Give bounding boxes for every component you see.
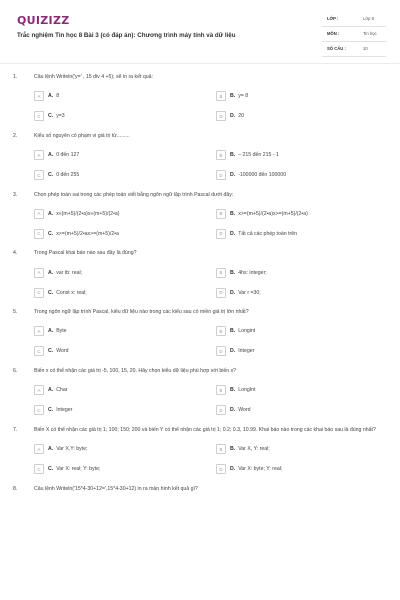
- option-text: Tất cả các phép toán trên: [238, 230, 298, 237]
- answer-option[interactable]: [34, 404, 216, 417]
- answer-option[interactable]: [216, 169, 390, 182]
- option-text: y=3: [56, 113, 65, 120]
- answer-option[interactable]: [216, 110, 390, 123]
- option-label: C.: [48, 172, 54, 179]
- option-text: Integer: [238, 348, 255, 355]
- question-item: [0, 133, 400, 182]
- answer-option[interactable]: [216, 443, 390, 456]
- option-label: A.: [48, 446, 54, 453]
- option-text: Word: [56, 348, 69, 355]
- option-text: Var X: byte; Y: real;: [238, 466, 283, 473]
- option-letter-box: B: [216, 268, 226, 278]
- option-letter-box: C: [34, 346, 44, 356]
- question-text: Chọn phép toán sai trong các phép toán viết bằng ngôn ngữ lập trình Pascal dưới đây:: [34, 191, 234, 198]
- meta-row-class: [322, 12, 386, 27]
- answer-option[interactable]: [216, 345, 390, 358]
- question-text: Trong Pascal khai báo nào sau đây là đúng?: [34, 250, 137, 257]
- option-text: LongInt: [238, 387, 256, 394]
- answer-option[interactable]: [34, 345, 216, 358]
- answer-options: [34, 443, 390, 476]
- option-text: x«(m+5)/(2•a)x«(m+5)/(2•a): [56, 210, 120, 217]
- meta-label: SỐ CÂU :: [327, 46, 346, 51]
- option-label: B.: [230, 93, 236, 100]
- answer-options: [34, 266, 390, 299]
- option-label: C.: [48, 230, 54, 237]
- option-text: 0 đến 127: [56, 152, 80, 159]
- meta-label: MÔN :: [327, 31, 340, 36]
- option-text: Var X, Y: real;: [238, 446, 270, 453]
- question-number: 5.: [13, 309, 18, 316]
- question-number: 7.: [13, 426, 18, 433]
- answer-option[interactable]: [216, 207, 390, 220]
- answer-option[interactable]: [216, 227, 390, 240]
- option-letter-box: B: [216, 385, 226, 395]
- option-label: D.: [230, 348, 236, 355]
- question-text: Câu lệnh Writeln('y=' , 15 div 4 +5); sẽ in ra kết quả:: [34, 74, 153, 80]
- option-letter-box: D: [216, 405, 226, 415]
- answer-option[interactable]: [216, 404, 390, 417]
- answer-option[interactable]: [34, 463, 216, 476]
- answer-option[interactable]: [216, 286, 390, 299]
- question-text: Câu lệnh Writeln('15*4-30+12=',15*4-30+12) in ra màn hình kết quả gì?: [34, 485, 198, 492]
- answer-option[interactable]: [34, 90, 216, 103]
- option-label: C.: [48, 289, 54, 296]
- question-item: [0, 427, 400, 476]
- question-item: [0, 486, 400, 494]
- option-letter-box: D: [216, 288, 226, 298]
- option-letter-box: C: [34, 229, 44, 239]
- meta-value: Tin học: [363, 31, 377, 36]
- option-label: A.: [48, 269, 54, 276]
- answer-option[interactable]: [34, 110, 216, 123]
- option-letter-box: A: [34, 326, 44, 336]
- answer-option[interactable]: [34, 266, 216, 279]
- header-divider: [0, 63, 400, 64]
- question-list: [0, 74, 400, 503]
- option-label: B.: [230, 210, 236, 217]
- option-letter-box: B: [216, 326, 226, 336]
- option-text: – 215 đến 215 - 1: [238, 152, 279, 159]
- answer-options: [34, 149, 390, 182]
- option-text: 20: [238, 113, 244, 120]
- question-number: 8.: [13, 485, 18, 492]
- answer-options: [34, 207, 390, 240]
- option-letter-box: A: [34, 444, 44, 454]
- question-number: 2.: [13, 132, 18, 139]
- question-item: [0, 309, 400, 358]
- option-label: D.: [230, 113, 236, 120]
- option-text: var tb: real;: [56, 269, 83, 276]
- option-letter-box: D: [216, 464, 226, 474]
- option-letter-box: A: [34, 91, 44, 101]
- option-letter-box: D: [216, 111, 226, 121]
- option-text: Const x: real;: [56, 289, 87, 296]
- option-letter-box: B: [216, 150, 226, 160]
- option-label: C.: [48, 348, 54, 355]
- option-label: B.: [230, 269, 236, 276]
- answer-option[interactable]: [216, 463, 390, 476]
- option-text: 0 đến 255: [56, 172, 80, 179]
- option-text: x>=(m+5)/(2•a)x>=(m+5)/(2•a): [238, 210, 308, 217]
- option-text: y= 8: [238, 93, 249, 100]
- option-text: Var r =30;: [238, 289, 261, 296]
- answer-option[interactable]: [34, 443, 216, 456]
- meta-row-subject: [322, 27, 386, 42]
- option-letter-box: B: [216, 444, 226, 454]
- answer-option[interactable]: [34, 207, 216, 220]
- answer-option[interactable]: [216, 325, 390, 338]
- option-text: 8: [56, 93, 60, 100]
- option-label: B.: [230, 328, 236, 335]
- question-text: Trong ngôn ngữ lập trình Pascal, kiểu dữ liệu nào trong các kiểu sau có miền giá trị lớn nhất?: [34, 309, 249, 316]
- option-text: Longint: [238, 328, 256, 335]
- answer-option[interactable]: [34, 286, 216, 299]
- option-letter-box: A: [34, 268, 44, 278]
- option-text: Var X: real; Y: byte;: [56, 466, 101, 473]
- meta-label: LỚP :: [327, 16, 339, 21]
- worksheet-header: [0, 0, 400, 64]
- answer-option[interactable]: [34, 384, 216, 397]
- question-text: Biến X có thể nhận các giá trị 1; 100; 150; 200 và biến Y có thể nhận các giá trị 1; 0.2; 0.3, 10.99. Khai báo nào trong các khai báo sau là đúng nhất?: [34, 426, 376, 433]
- question-item: [0, 74, 400, 123]
- option-label: B.: [230, 446, 236, 453]
- question-item: [0, 368, 400, 417]
- option-label: C.: [48, 113, 54, 120]
- answer-options: [34, 325, 390, 358]
- option-letter-box: A: [34, 150, 44, 160]
- option-text: Word: [238, 407, 251, 414]
- question-item: [0, 192, 400, 241]
- option-text: 4hs: integer;: [238, 269, 267, 276]
- option-letter-box: C: [34, 288, 44, 298]
- option-letter-box: A: [34, 385, 44, 395]
- option-letter-box: D: [216, 170, 226, 180]
- worksheet-meta: [322, 12, 386, 57]
- answer-option[interactable]: [34, 227, 216, 240]
- option-label: D.: [230, 289, 236, 296]
- meta-value: Lớp 8: [363, 16, 374, 21]
- option-letter-box: C: [34, 405, 44, 415]
- option-letter-box: D: [216, 346, 226, 356]
- worksheet-title: Trắc nghiệm Tin học 8 Bài 3 (có đáp án): Chương trình máy tính và dữ liệu: [17, 32, 236, 39]
- answer-options: [34, 384, 390, 417]
- quizizz-logo: QUIZIZZ: [17, 14, 70, 27]
- option-text: Var X,Y: byte;: [56, 446, 88, 453]
- option-label: A.: [48, 152, 54, 159]
- answer-options: [34, 90, 390, 123]
- option-label: A.: [48, 210, 54, 217]
- option-text: Integer: [56, 407, 73, 414]
- answer-option[interactable]: [216, 384, 390, 397]
- question-item: [0, 250, 400, 299]
- question-number: 6.: [13, 367, 18, 374]
- answer-option[interactable]: [34, 169, 216, 182]
- answer-option[interactable]: [34, 325, 216, 338]
- option-letter-box: C: [34, 170, 44, 180]
- answer-option[interactable]: [216, 90, 390, 103]
- option-letter-box: C: [34, 464, 44, 474]
- option-letter-box: B: [216, 209, 226, 219]
- option-label: C.: [48, 466, 54, 473]
- question-text: Kiểu số nguyên có phạm vi giá trị từ.........: [34, 132, 130, 139]
- option-text: Byte: [56, 328, 67, 335]
- question-number: 4.: [13, 250, 18, 257]
- option-letter-box: C: [34, 111, 44, 121]
- option-label: A.: [48, 328, 54, 335]
- option-label: C.: [48, 407, 54, 414]
- option-label: B.: [230, 152, 236, 159]
- question-number: 3.: [13, 191, 18, 198]
- question-text: Biến x có thể nhận các giá trị -5, 100, 15, 20. Hãy chọn kiểu dữ liệu phù hợp với biến x?: [34, 367, 237, 374]
- option-label: D.: [230, 407, 236, 414]
- option-text: x>=(m+5)/2•ax>=(m+5)/2•a: [56, 230, 119, 237]
- option-text: -100000 đến 100000: [238, 172, 287, 179]
- answer-option[interactable]: [216, 266, 390, 279]
- option-label: D.: [230, 466, 236, 473]
- option-label: D.: [230, 230, 236, 237]
- option-label: A.: [48, 93, 54, 100]
- answer-option[interactable]: [216, 149, 390, 162]
- meta-row-count: [322, 42, 386, 57]
- option-label: A.: [48, 387, 54, 394]
- option-label: D.: [230, 172, 236, 179]
- question-number: 1.: [13, 74, 18, 80]
- meta-value: 10: [363, 46, 368, 51]
- option-letter-box: B: [216, 91, 226, 101]
- option-text: Char: [56, 387, 68, 394]
- option-letter-box: D: [216, 229, 226, 239]
- option-letter-box: A: [34, 209, 44, 219]
- option-label: B.: [230, 387, 236, 394]
- answer-option[interactable]: [34, 149, 216, 162]
